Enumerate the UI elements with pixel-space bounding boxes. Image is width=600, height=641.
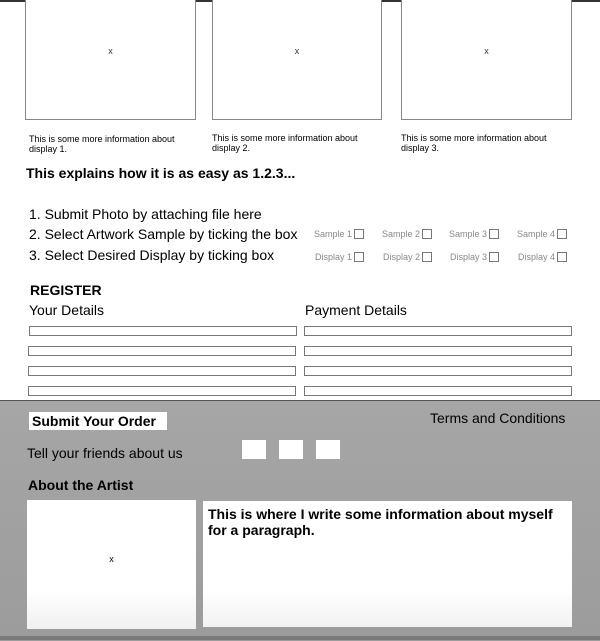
sample-3-option	[449, 229, 499, 239]
payment-field-3[interactable]	[304, 366, 572, 376]
step-3-select-display: 3. Select Desired Display by ticking box	[29, 247, 275, 263]
top-border-mid1	[196, 0, 213, 2]
display-4-checkbox[interactable]	[557, 252, 567, 262]
top-border-right	[572, 0, 600, 2]
display-2-option	[383, 252, 432, 262]
sample-1-option	[314, 229, 364, 239]
payment-field-2[interactable]	[304, 346, 572, 356]
sample-2-checkbox[interactable]	[422, 229, 432, 239]
display-2-label: Display 2	[383, 252, 421, 262]
display-3-checkbox[interactable]	[489, 252, 499, 262]
artist-photo	[27, 500, 196, 629]
display-4-label: Display 4	[518, 252, 556, 262]
submit-order-button[interactable]: Submit Your Order	[29, 412, 167, 430]
sample-2-option	[382, 229, 432, 239]
display-1-option	[315, 252, 364, 262]
sample-3-label: Sample 3	[449, 229, 488, 239]
display-1-image	[25, 0, 196, 120]
display-3-placeholder: x	[484, 46, 489, 56]
display-1-placeholder: x	[108, 46, 113, 56]
social-share-2-icon[interactable]	[279, 440, 303, 459]
terms-link[interactable]: Terms and Conditions	[430, 410, 566, 426]
step-1-submit-photo[interactable]: 1. Submit Photo by attaching file here	[29, 206, 262, 222]
social-share-1-icon[interactable]	[242, 440, 266, 459]
about-artist-title: About the Artist	[28, 477, 134, 493]
your-details-label: Your Details	[29, 302, 104, 318]
explainer-heading: This explains how it is as easy as 1.2.3...	[26, 165, 296, 181]
sample-4-option	[517, 229, 567, 239]
sample-3-checkbox[interactable]	[489, 229, 499, 239]
display-3-option	[450, 252, 499, 262]
register-title: REGISTER	[30, 282, 102, 298]
display-2-caption: This is some more information about display 2.	[212, 133, 358, 153]
payment-field-4[interactable]	[304, 386, 572, 396]
payment-field-1[interactable]	[304, 326, 572, 336]
sample-4-checkbox[interactable]	[557, 229, 567, 239]
display-4-option	[518, 252, 567, 262]
display-2-image	[212, 0, 382, 120]
payment-details-label: Payment Details	[305, 302, 407, 318]
display-2-checkbox[interactable]	[422, 252, 432, 262]
display-3-label: Display 3	[450, 252, 488, 262]
your-details-field-1[interactable]	[29, 326, 297, 336]
sample-1-label: Sample 1	[314, 229, 353, 239]
artist-photo-placeholder: x	[109, 554, 114, 564]
step-2-select-sample: 2. Select Artwork Sample by ticking the box	[29, 226, 298, 242]
display-1-caption: This is some more information about display 1.	[29, 134, 175, 154]
display-3-caption: This is some more information about display 3.	[401, 133, 547, 153]
tell-friends-label: Tell your friends about us	[27, 445, 183, 461]
sample-4-label: Sample 4	[517, 229, 556, 239]
display-1-label: Display 1	[315, 252, 353, 262]
your-details-field-4[interactable]	[28, 386, 296, 396]
social-share-3-icon[interactable]	[316, 440, 340, 459]
display-1-checkbox[interactable]	[354, 252, 364, 262]
artist-bio: This is where I write some information about myself for a paragraph.	[203, 501, 572, 627]
your-details-field-3[interactable]	[28, 366, 296, 376]
sample-1-checkbox[interactable]	[354, 229, 364, 239]
sample-2-label: Sample 2	[382, 229, 421, 239]
bottom-strip	[0, 636, 600, 640]
your-details-field-2[interactable]	[28, 346, 296, 356]
top-border-mid2	[382, 0, 401, 2]
display-3-image	[401, 0, 572, 120]
top-border-left	[0, 0, 26, 2]
display-2-placeholder: x	[294, 46, 300, 56]
